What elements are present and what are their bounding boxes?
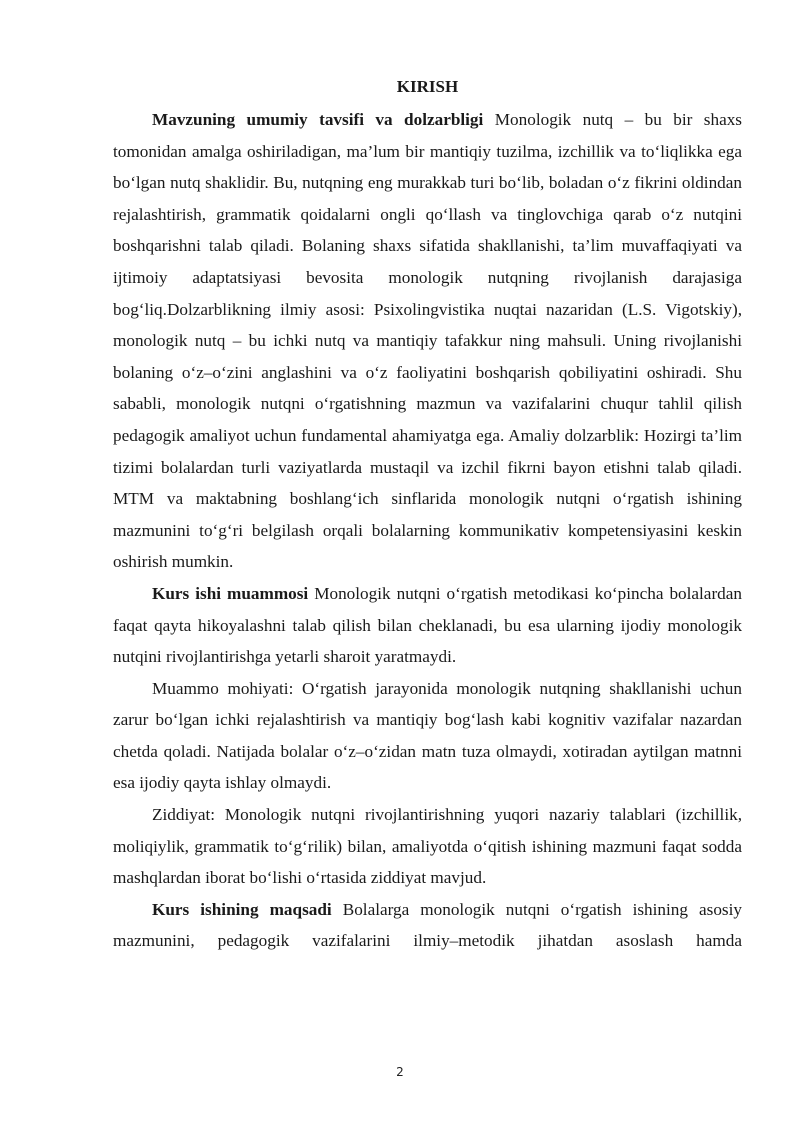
paragraph-lead: Kurs ishi muammosi <box>152 583 309 603</box>
paragraph-lead: Mavzuning umumiy tavsifi va dolzarbligi <box>152 110 484 129</box>
paragraph-text: Monologik nutq – bu bir shaxs tomonidan amalga oshiriladigan, ma’lum bir mantiqiy tuzilma, izchillik va to‘liqlikka ega bo‘lgan nutq shaklidir. Bu, nutqning eng murakkab turi bo‘lib, boladan o‘z fikrini oldindan rejalashtirish, grammatik qoidalarni ongli qo‘llash va tinglovchiga qarab o‘z nutqini boshqarishni talab qiladi. Bolaning shaxs sifatida shakllanishi, ta’lim muvaffaqiyati va ijtimoiy adaptatsiyasi bevosita monologik nutqning rivojlanish darajasiga bog‘liq.Dolzarblikning ilmiy asosi: Psixolingvistika nuqtai nazaridan (L.S. Vigotskiy), monologik nutq – bu ichki nutq va mantiqiy tafakkur ning mahsuli. Uning rivojlanishi bolaning o‘z–o‘zini anglashini va o‘z faoliyatini boshqarish qobiliyatini oshiradi. Shu sababli, monologik nutqni o‘rgatishning mazmun va vazifalarini chuqur tahlil qilish pedagogik amaliyot uchun fundamental ahamiyatga ega. Amaliy dolzarblik: Hozirgi ta’lim tizimi bolalardan turli vaziyatlarda mustaqil va izchil fikrni bayon etishni talab qiladi. MTM va maktabning boshlang‘ich sinflarida monologik nutqni o‘rgatish ishining mazmunini to‘g‘ri belgilash orqali bolalarning kommunikativ kompetensiyasini keskin oshirish mumkin. <box>113 110 742 572</box>
paragraph-goal <box>113 894 742 957</box>
paragraph-topic-relevance <box>113 104 742 578</box>
paragraph-lead: Kurs ishining maqsadi <box>152 899 332 919</box>
paragraph-text: Muammo mohiyati: O‘rgatish jarayonida monologik nutqning shakllanishi uchun zarur bo‘lgan ichki rejalashtirish va mantiqiy bog‘lash kabi kognitiv vazifalar nazardan chetda qoladi. Natijada bolalar o‘z–o‘zidan matn tuza olmaydi, xotiradan aytilgan matnni esa ijodiy qayta ishlay olmaydi. <box>113 678 742 793</box>
section-heading: KIRISH <box>396 77 459 96</box>
paragraph-text: Ziddiyat: Monologik nutqni rivojlantirishning yuqori nazariy talablari (izchillik, moliqiylik, grammatik to‘g‘rilik) bilan, amaliyotda o‘qitish ishining mazmuni faqat sodda mashqlardan iborat bo‘lishi o‘rtasida ziddiyat mavjud. <box>113 805 742 888</box>
page-number: 2 <box>396 1065 404 1079</box>
paragraph-text: Bolalarga monologik nutqni o‘rgatish ishining asosiy mazmunini, pedagogik vazifalarini ilmiy–metodik jihatdan asoslash hamda <box>113 899 742 951</box>
paragraph-contradiction <box>113 799 742 894</box>
paragraph-text: Monologik nutqni o‘rgatish metodikasi ko‘pincha bolalardan faqat qayta hikoyalashni talab qilish bilan cheklanadi, bu esa ularning ijodiy monologik nutqini rivojlantirishga yetarli sharoit yaratmaydi. <box>113 583 742 667</box>
paragraph-problem-essence <box>113 673 742 799</box>
document-body <box>113 76 742 957</box>
paragraph-problem <box>113 578 742 673</box>
